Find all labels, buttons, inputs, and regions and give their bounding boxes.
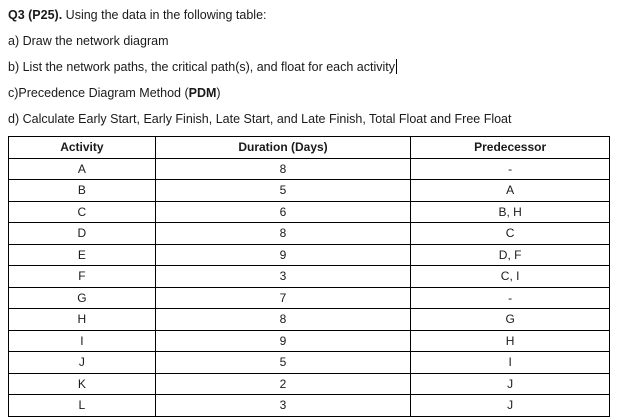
part-c [8, 80, 616, 106]
activity-cell: L [9, 395, 156, 417]
part-d: d) Calculate Early Start, Early Finish, Late Start, and Late Finish, Total Float and Free Float [8, 112, 512, 126]
predecessor-cell: G [411, 309, 610, 331]
part-b-text: b) List the network paths, the critical path(s), and float for each activity [8, 60, 395, 74]
table-row [9, 352, 610, 374]
activity-cell: B [9, 180, 156, 202]
duration-cell: 8 [155, 309, 411, 331]
predecessor-cell: C, I [411, 266, 610, 288]
activity-cell: G [9, 287, 156, 309]
predecessor-cell: B, H [411, 201, 610, 223]
activity-table [8, 136, 610, 417]
duration-cell: 5 [155, 352, 411, 374]
activity-cell: I [9, 330, 156, 352]
duration-cell: 2 [155, 373, 411, 395]
activity-cell: C [9, 201, 156, 223]
part-b [8, 54, 616, 80]
table-row [9, 395, 610, 417]
predecessor-cell: H [411, 330, 610, 352]
table-row [9, 330, 610, 352]
part-c-prefix: c)Precedence Diagram Method ( [8, 86, 189, 100]
duration-cell: 9 [155, 330, 411, 352]
table-row [9, 223, 610, 245]
activity-cell: D [9, 223, 156, 245]
table-row [9, 309, 610, 331]
part-a: a) Draw the network diagram [8, 34, 169, 48]
part-c-pdm: PDM [188, 86, 217, 100]
activity-cell: H [9, 309, 156, 331]
duration-cell: 8 [155, 223, 411, 245]
predecessor-cell: I [411, 352, 610, 374]
predecessor-cell: - [411, 158, 610, 180]
question-block [8, 0, 616, 132]
question-title-line [8, 2, 616, 28]
activity-cell: A [9, 158, 156, 180]
text-cursor [396, 59, 397, 74]
part-c-suffix: ) [216, 86, 221, 100]
predecessor-cell: D, F [411, 244, 610, 266]
activity-cell: F [9, 266, 156, 288]
table-row [9, 201, 610, 223]
duration-cell: 9 [155, 244, 411, 266]
question-intro: Using the data in the following table: [65, 8, 267, 22]
duration-cell: 7 [155, 287, 411, 309]
activity-cell: J [9, 352, 156, 374]
table-row [9, 266, 610, 288]
duration-cell: 8 [155, 158, 411, 180]
table-row [9, 287, 610, 309]
table-row [9, 244, 610, 266]
table-row [9, 180, 610, 202]
header-duration: Duration (Days) [155, 137, 411, 159]
header-activity: Activity [9, 137, 156, 159]
duration-cell: 3 [155, 266, 411, 288]
header-predecessor: Predecessor [411, 137, 610, 159]
duration-cell: 3 [155, 395, 411, 417]
predecessor-cell: - [411, 287, 610, 309]
predecessor-cell: J [411, 373, 610, 395]
predecessor-cell: C [411, 223, 610, 245]
table-row [9, 373, 610, 395]
activity-cell: K [9, 373, 156, 395]
question-label: Q3 (P25). [8, 8, 63, 22]
activity-cell: E [9, 244, 156, 266]
duration-cell: 6 [155, 201, 411, 223]
table-row [9, 158, 610, 180]
predecessor-cell: J [411, 395, 610, 417]
table-header-row [9, 137, 610, 159]
duration-cell: 5 [155, 180, 411, 202]
predecessor-cell: A [411, 180, 610, 202]
